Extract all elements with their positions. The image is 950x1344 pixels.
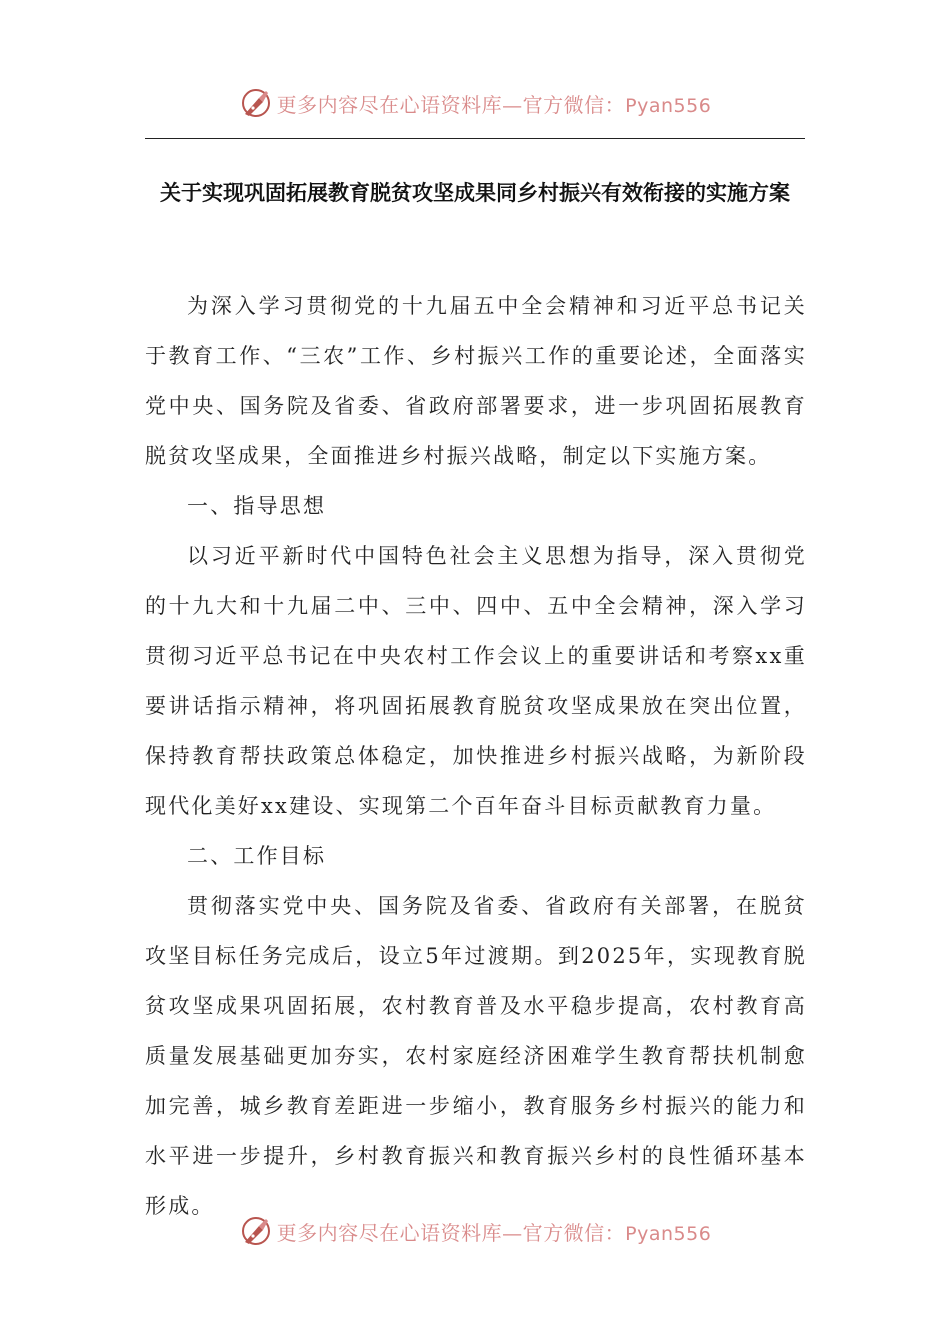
- section-2-paragraph: 贯彻落实党中央、国务院及省委、省政府有关部署，在脱贫攻坚目标任务完成后，设立5年过渡期。到2025年，实现教育脱贫攻坚成果巩固拓展，农村教育普及水平稳步提高，农村教育高质量发展基础更加夯实，农村家庭经济困难学生教育帮扶机制愈加完善，城乡教育差距进一步缩小，教育服务乡村振兴的能力和水平进一步提升，乡村教育振兴和教育振兴乡村的良性循环基本形成。: [145, 894, 807, 1218]
- document-title: 关于实现巩固拓展教育脱贫攻坚成果同乡村振兴有效衔接的实施方案: [160, 181, 790, 205]
- banner-text: [277, 89, 712, 118]
- banner-wechat-id: Pyan556: [625, 94, 712, 117]
- section-2-heading: 二、工作目标: [187, 844, 327, 868]
- footer-banner: [0, 1206, 950, 1256]
- header-banner: [0, 78, 950, 128]
- pen-nib-logo-icon: [239, 1214, 273, 1248]
- intro-paragraph: 为深入学习贯彻党的十九届五中全会精神和习近平总书记关于教育工作、“三农”工作、乡村振兴工作的重要论述，全面落实党中央、国务院及省委、省政府部署要求，进一步巩固拓展教育脱贫攻坚成果，全面推进乡村振兴战略，制定以下实施方案。: [145, 294, 807, 468]
- document-body: [145, 281, 807, 1231]
- banner-main-text: 更多内容尽在心语资料库—官方微信：: [276, 92, 626, 117]
- section-1-heading: 一、指导思想: [187, 494, 327, 518]
- banner-wechat-id: Pyan556: [625, 1222, 712, 1245]
- pen-nib-logo-icon: [239, 86, 273, 120]
- header-divider: [145, 138, 805, 139]
- banner-main-text: 更多内容尽在心语资料库—官方微信：: [276, 1220, 626, 1245]
- banner-text: [277, 1217, 712, 1246]
- section-1-paragraph: 以习近平新时代中国特色社会主义思想为指导，深入贯彻党的十九大和十九届二中、三中、四中、五中全会精神，深入学习贯彻习近平总书记在中央农村工作会议上的重要讲话和考察xx重要讲话指示精神，将巩固拓展教育脱贫攻坚成果放在突出位置，保持教育帮扶政策总体稳定，加快推进乡村振兴战略，为新阶段现代化美好xx建设、实现第二个百年奋斗目标贡献教育力量。: [145, 544, 807, 818]
